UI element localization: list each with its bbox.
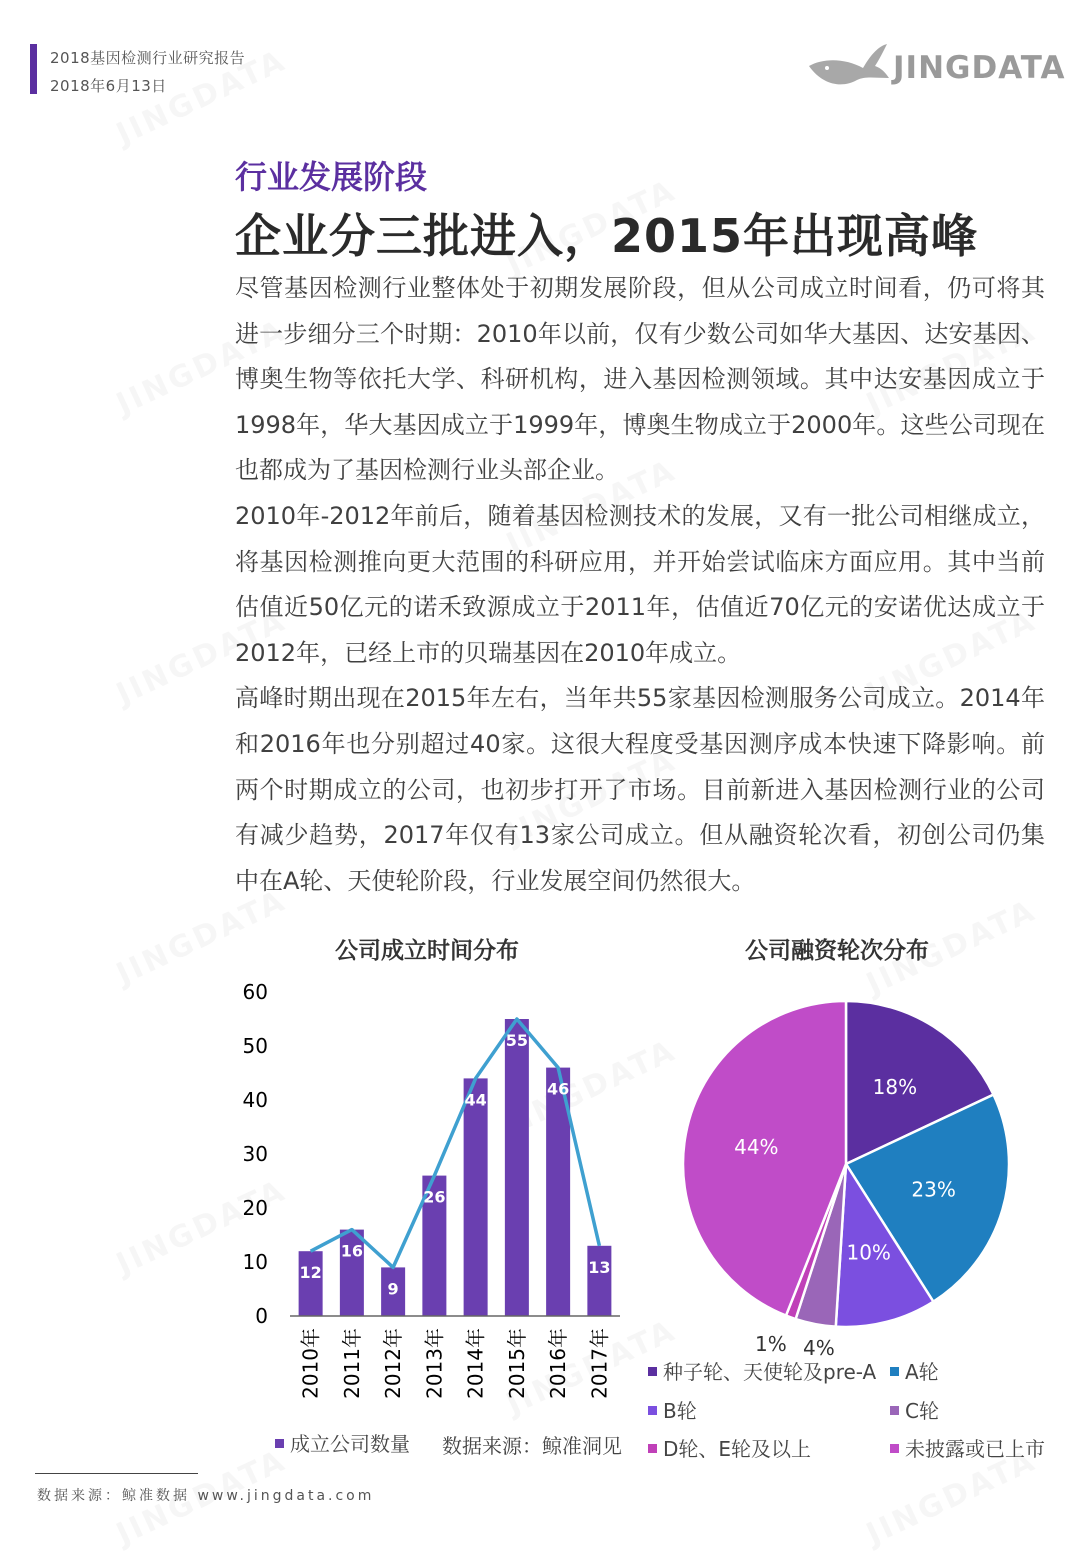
report-date: 2018年6月13日 bbox=[50, 77, 167, 95]
x-tick-label: 2014年 bbox=[463, 1328, 488, 1399]
legend-label: 种子轮、天使轮及pre-A bbox=[663, 1360, 877, 1384]
bar-value-label: 12 bbox=[299, 1263, 322, 1283]
bar-value-label: 13 bbox=[588, 1257, 611, 1277]
legend-swatch bbox=[648, 1406, 657, 1415]
pie-outside-label: 1% bbox=[755, 1332, 787, 1356]
header-accent-bar bbox=[30, 44, 37, 94]
pie-chart-title: 公司融资轮次分布 bbox=[745, 938, 929, 964]
legend-swatch bbox=[275, 1439, 284, 1448]
bar-chart-legend bbox=[275, 1428, 410, 1457]
whale-icon bbox=[805, 40, 891, 96]
x-tick-label: 2010年 bbox=[298, 1328, 323, 1399]
pie-legend-item bbox=[648, 1395, 697, 1424]
bar bbox=[464, 1078, 488, 1316]
bar-value-label: 55 bbox=[505, 1031, 529, 1050]
legend-label: A轮 bbox=[905, 1360, 939, 1384]
y-tick-label: 30 bbox=[242, 1142, 268, 1166]
x-tick-label: 2017年 bbox=[587, 1328, 612, 1399]
legend-swatch bbox=[890, 1444, 899, 1453]
section-title: 行业发展阶段 bbox=[235, 158, 428, 196]
bar-value-label: 44 bbox=[464, 1090, 487, 1110]
x-tick-label: 2011年 bbox=[339, 1328, 364, 1399]
pie-chart bbox=[660, 975, 1030, 1335]
legend-swatch bbox=[648, 1444, 657, 1453]
legend-swatch bbox=[890, 1406, 899, 1415]
x-tick-label: 2013年 bbox=[422, 1328, 447, 1399]
legend-swatch bbox=[890, 1367, 899, 1376]
bar-chart bbox=[230, 975, 640, 1415]
legend-label: 未披露或已上市 bbox=[905, 1437, 1045, 1461]
footer-source: 数据来源：鲸准数据 www.jingdata.com bbox=[37, 1488, 375, 1504]
paragraph: 2010年-2012年前后，随着基因检测技术的发展，又有一批公司相继成立，将基因检测推向更大范围的科研应用，并开始尝试临床方面应用。其中当前估值近50亿元的诺禾致源成立于2011年，估值近70亿元的安诺优达成立于2012年，已经上市的贝瑞基因在2010年成立。 bbox=[235, 501, 1045, 667]
pie-outside-label: 4% bbox=[803, 1336, 835, 1360]
report-title: 2018基因检测行业研究报告 bbox=[50, 49, 246, 67]
x-tick-label: 2015年 bbox=[504, 1328, 529, 1399]
bar bbox=[299, 1251, 323, 1316]
bar bbox=[587, 1246, 611, 1316]
y-tick-label: 50 bbox=[242, 1034, 268, 1058]
x-tick-label: 2012年 bbox=[381, 1328, 406, 1399]
bar-chart-title: 公司成立时间分布 bbox=[335, 938, 519, 964]
source-note: 数据来源：鲸准洞见 bbox=[442, 1434, 622, 1458]
legend-label: B轮 bbox=[663, 1399, 697, 1423]
pie-legend-item bbox=[890, 1356, 939, 1385]
legend-label: C轮 bbox=[905, 1399, 939, 1423]
paragraph: 高峰时期出现在2015年左右，当年共55家基因检测服务公司成立。2014年和2016年也分别超过40家。这很大程度受基因测序成本快速下降影响。前两个时期成立的公司，也初步打开了市场。目前新进入基因检测行业的公司有减少趋势，2017年仅有13家公司成立。但从融资轮次看，初创公司仍集中在A轮、天使轮阶段，行业发展空间仍然很大。 bbox=[235, 684, 1045, 895]
pie-slice-label: 44% bbox=[734, 1134, 779, 1159]
bar-value-label: 46 bbox=[546, 1079, 570, 1099]
paragraph: 尽管基因检测行业整体处于初期发展阶段，但从公司成立时间看，仍可将其进一步细分三个时期：2010年以前，仅有少数公司如华大基因、达安基因、博奥生物等依托大学、科研机构，进入基因检测领域。其中达安基因成立于1998年，华大基因成立于1999年，博奥生物成立于2000年。这些公司现在也都成为了基因检测行业头部企业。 bbox=[235, 274, 1045, 485]
pie-slice-label: 10% bbox=[846, 1240, 891, 1265]
body-text bbox=[235, 266, 1045, 904]
x-tick-label: 2016年 bbox=[546, 1328, 571, 1399]
footer-divider bbox=[35, 1473, 198, 1474]
pie-legend-item bbox=[648, 1356, 876, 1385]
y-tick-label: 10 bbox=[242, 1250, 268, 1274]
bar bbox=[505, 1019, 529, 1316]
bar-value-label: 9 bbox=[387, 1279, 399, 1299]
logo-wordmark: JINGDATA bbox=[893, 50, 1066, 86]
bar-value-label: 26 bbox=[423, 1187, 446, 1207]
pie-legend-item bbox=[890, 1395, 939, 1424]
legend-label: D轮、E轮及以上 bbox=[663, 1437, 812, 1461]
legend-swatch bbox=[648, 1367, 657, 1376]
pie-slice-label: 18% bbox=[872, 1074, 918, 1099]
bar-value-label: 16 bbox=[340, 1241, 364, 1261]
main-title: 企业分三批进入，2015年出现高峰 bbox=[235, 209, 979, 263]
pie-slice-label: 23% bbox=[911, 1177, 956, 1202]
jingdata-logo bbox=[805, 40, 1066, 100]
y-tick-label: 40 bbox=[242, 1088, 268, 1112]
y-tick-label: 0 bbox=[255, 1304, 268, 1328]
y-tick-label: 60 bbox=[242, 980, 268, 1004]
y-tick-label: 20 bbox=[242, 1196, 268, 1220]
pie-legend-item bbox=[648, 1433, 811, 1462]
legend-label: 成立公司数量 bbox=[290, 1432, 410, 1456]
pie-legend-item bbox=[890, 1433, 1045, 1462]
